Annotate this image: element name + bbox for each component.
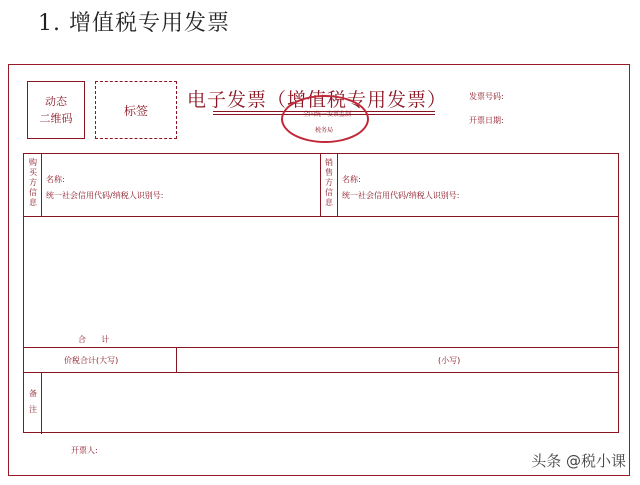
invoice-sample (8, 64, 630, 476)
qr-label-line2: 二维码 (39, 112, 73, 125)
remarks-label: 备注 (29, 389, 37, 414)
invoice-number-label: 发票号码: (469, 92, 504, 101)
buyer-tax-id-label: 统一社会信用代码/纳税人识别号: (46, 191, 164, 200)
divider (24, 347, 618, 348)
seller-side-label: 销售方信息 (325, 158, 333, 207)
official-seal (281, 95, 369, 143)
buyer-side-label: 购买方信息 (29, 158, 37, 207)
divider (24, 216, 618, 217)
small-amount-label: (小写) (438, 356, 461, 365)
tag-box (95, 81, 177, 139)
divider (176, 347, 177, 372)
qr-code-box (27, 81, 85, 139)
qr-label-line1: 动态 (45, 95, 67, 108)
divider (41, 372, 42, 434)
section-heading: 1. 增值税专用发票 (38, 11, 230, 36)
divider (337, 154, 338, 216)
seller-name-label: 名称: (342, 175, 361, 184)
seller-tax-id-label: 统一社会信用代码/纳税人识别号: (342, 191, 460, 200)
issue-date-label: 开票日期: (469, 116, 504, 125)
divider (24, 372, 618, 373)
invoice-title: 电子发票（增值税专用发票） (187, 89, 448, 111)
invoice-table (23, 153, 619, 433)
tag-label: 标签 (123, 103, 148, 118)
seal-text-top: 全国统一发票监制 (303, 111, 352, 118)
divider (41, 154, 42, 216)
seal-text-bottom: 税务局 (315, 127, 334, 134)
buyer-name-label: 名称: (46, 175, 65, 184)
source-watermark: 头条 @税小课 (531, 452, 626, 470)
issuer-label: 开票人: (71, 446, 98, 455)
divider (320, 154, 321, 216)
total-tax-incl-label: 价税合计(大写) (64, 356, 119, 365)
total-label: 合 计 (78, 335, 110, 344)
